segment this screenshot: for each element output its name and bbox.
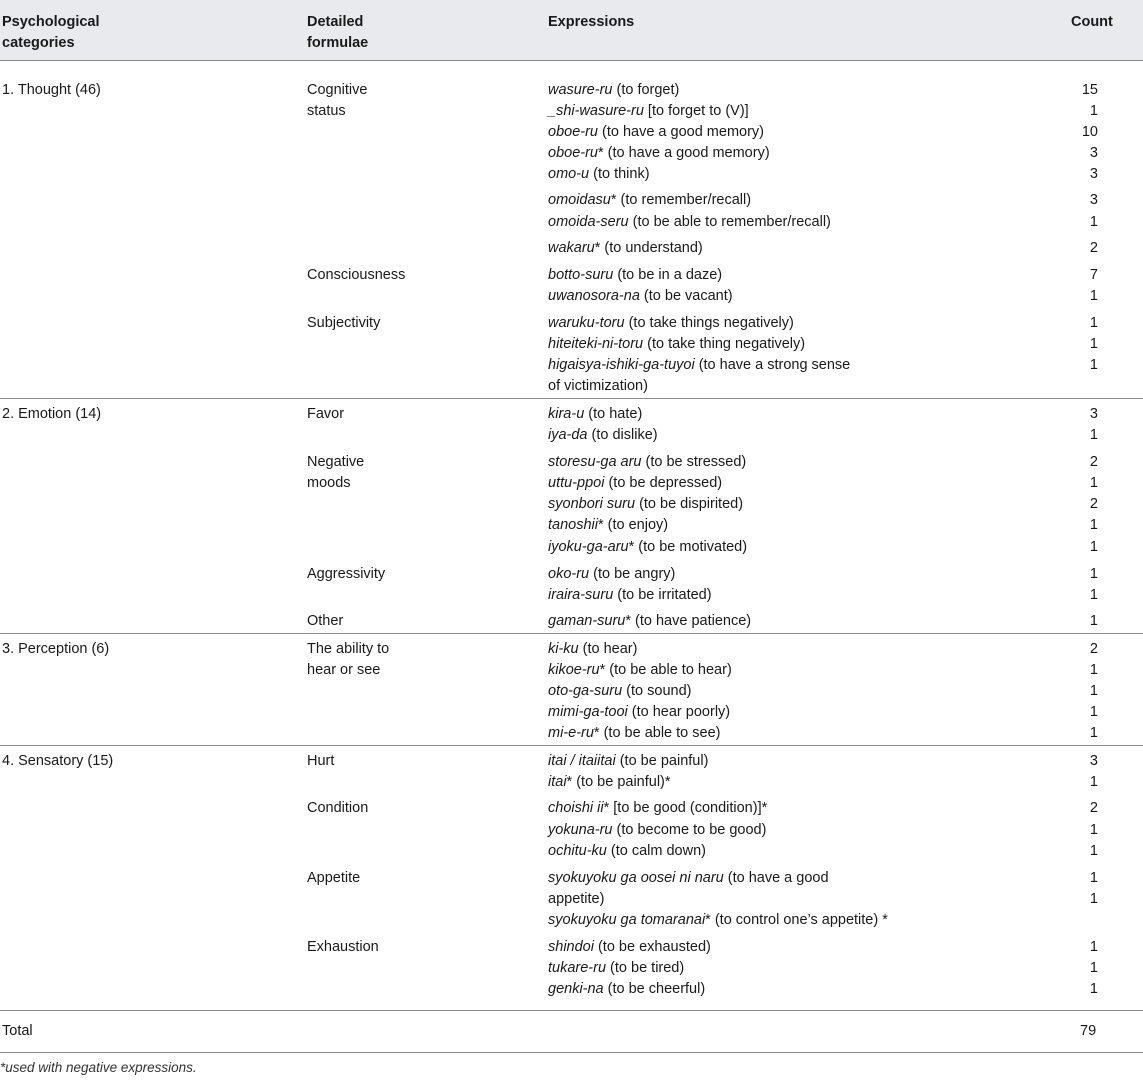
table-bottom-border <box>0 1052 1143 1053</box>
expression-gloss: (to be tired) <box>606 960 685 976</box>
count-cell: 1 <box>1089 315 1098 331</box>
expression-cell <box>548 473 722 494</box>
expression-term: choishi ii <box>548 800 604 816</box>
expression-gloss: [to forget to (V)] <box>643 103 749 119</box>
expression-term: omoidasu <box>548 192 611 208</box>
formula-cell: Consciousness <box>307 267 406 283</box>
table-header <box>0 0 1143 61</box>
expression-cell <box>548 515 668 536</box>
expression-term: oko-ru <box>548 566 590 582</box>
expression-gloss: (to sound) <box>622 683 692 699</box>
expression-gloss: * (to have a good memory) <box>597 145 770 161</box>
group-divider-emotion <box>0 398 1143 399</box>
count-cell: 3 <box>1089 145 1098 161</box>
formula-cell: Negative moods <box>307 454 365 491</box>
header-count: Count <box>1071 14 1113 30</box>
expression-cell <box>548 190 751 211</box>
count-cell: 2 <box>1089 800 1098 816</box>
count-cell: 1 <box>1089 214 1098 230</box>
expression-gloss: (to be stressed) <box>641 454 747 470</box>
expression-gloss: (to be exhausted) <box>593 939 711 955</box>
count-cell: 1 <box>1089 475 1098 491</box>
expression-gloss: (to be in a daze) <box>613 267 723 283</box>
formula-cell: Appetite <box>307 870 361 886</box>
expression-cell <box>548 537 747 558</box>
expression-gloss: (to be vacant) <box>639 288 733 304</box>
count-cell: 1 <box>1089 725 1098 741</box>
expression-cell <box>548 143 770 164</box>
formula-cell: Exhaustion <box>307 939 379 955</box>
count-cell: 1 <box>1089 103 1098 119</box>
expression-gloss: * (to be painful)* <box>566 774 671 790</box>
expression-term: hiteiteki-ni-toru <box>548 336 644 352</box>
expression-cell <box>548 238 703 259</box>
expression-term: oboe-ru <box>548 124 598 140</box>
expression-term: oto-ga-suru <box>548 683 623 699</box>
expression-term: omoida-seru <box>548 214 629 230</box>
count-cell: 7 <box>1089 267 1098 283</box>
expression-gloss: (to be irritated) <box>613 587 712 603</box>
expression-cell <box>548 979 705 1000</box>
count-cell: 15 <box>1081 82 1098 98</box>
expression-cell <box>548 910 888 931</box>
expression-term: ochitu-ku <box>548 843 607 859</box>
expression-cell <box>548 841 706 862</box>
expression-term: yokuna-ru <box>548 822 613 838</box>
total-label: Total <box>2 1023 33 1039</box>
expression-term: shindoi <box>548 939 594 955</box>
category-cell: 4. Sensatory (15) <box>2 753 114 769</box>
expression-term: omo-u <box>548 166 590 182</box>
expression-cell <box>548 494 743 515</box>
expression-cell <box>548 751 708 772</box>
expression-term: uttu-ppoi <box>548 475 605 491</box>
expression-cell <box>548 723 720 744</box>
count-cell: 1 <box>1089 843 1098 859</box>
count-cell: 1 <box>1089 517 1098 533</box>
count-cell: 1 <box>1089 288 1098 304</box>
expression-cell <box>548 212 831 233</box>
expression-gloss: * (to be able to hear) <box>599 662 732 678</box>
expression-term: mimi-ga-tooi <box>548 704 628 720</box>
category-cell: 1. Thought (46) <box>2 82 101 98</box>
expression-gloss: appetite) <box>548 891 605 907</box>
count-cell: 1 <box>1089 587 1098 603</box>
expression-term: gaman-suru <box>548 613 626 629</box>
count-cell: 3 <box>1089 406 1098 422</box>
expression-term: syokuyoku ga oosei ni naru <box>548 870 724 886</box>
expression-gloss: (to be dispirited) <box>635 496 744 512</box>
expression-gloss: * [to be good (condition)]* <box>603 800 768 816</box>
formula-cell: Other <box>307 613 344 629</box>
count-cell: 1 <box>1089 566 1098 582</box>
expression-cell <box>548 313 794 334</box>
expression-cell <box>548 820 766 841</box>
expression-gloss-continued: of victimization) <box>548 378 648 394</box>
expression-gloss: (to have a good memory) <box>597 124 765 140</box>
expression-gloss: (to be depressed) <box>604 475 723 491</box>
expression-term: oboe-ru <box>548 145 598 161</box>
expression-gloss: (to become to be good) <box>612 822 767 838</box>
expression-gloss: (to hear poorly) <box>627 704 731 720</box>
expression-term: _shi-wasure-ru <box>548 103 644 119</box>
expression-term: iya-da <box>548 427 588 443</box>
expression-gloss: * (to remember/recall) <box>610 192 752 208</box>
count-cell: 1 <box>1089 662 1098 678</box>
group-divider-sensatory <box>0 745 1143 746</box>
count-cell: 1 <box>1089 774 1098 790</box>
expression-term: mi-e-ru <box>548 725 594 741</box>
expression-gloss: * (to enjoy) <box>597 517 669 533</box>
expression-gloss: (to hear) <box>578 641 638 657</box>
expression-cell <box>548 798 767 819</box>
expression-gloss: (to think) <box>589 166 650 182</box>
formula-cell: Subjectivity <box>307 315 381 331</box>
expression-cell <box>548 660 732 681</box>
count-cell: 10 <box>1081 124 1098 140</box>
expression-cell <box>548 404 642 425</box>
expression-gloss: * (to control one’s appetite) * <box>705 912 888 928</box>
expression-gloss: (to be able to remember/recall) <box>628 214 831 230</box>
count-cell: 3 <box>1089 166 1098 182</box>
expression-term: iyoku-ga-aru <box>548 539 629 555</box>
header-detailed-formulae: Detailed formulae <box>307 14 369 51</box>
expression-cell <box>548 334 805 355</box>
expression-cell <box>548 452 746 473</box>
expression-gloss: (to calm down) <box>606 843 706 859</box>
count-cell: 1 <box>1089 427 1098 443</box>
expression-gloss: * (to understand) <box>594 240 703 256</box>
count-cell: 2 <box>1089 240 1098 256</box>
count-cell: 1 <box>1089 939 1098 955</box>
expression-gloss: * (to be motivated) <box>628 539 748 555</box>
expression-term: uwanosora-na <box>548 288 640 304</box>
category-cell: 2. Emotion (14) <box>2 406 102 422</box>
formula-cell: The ability to hear or see <box>307 641 390 678</box>
expression-gloss: (to hate) <box>584 406 643 422</box>
expression-cell <box>548 122 764 143</box>
count-cell: 1 <box>1089 981 1098 997</box>
header-psychological-categories: Psychological categories <box>2 14 100 51</box>
expression-term: tukare-ru <box>548 960 607 976</box>
expression-cell <box>548 164 650 185</box>
expression-term: syokuyoku ga tomaranai <box>548 912 706 928</box>
expression-term: kira-u <box>548 406 585 422</box>
expression-cell <box>548 702 730 723</box>
count-cell: 1 <box>1089 960 1098 976</box>
expression-cell <box>548 355 850 376</box>
expression-cell <box>548 265 722 286</box>
count-cell: 1 <box>1089 870 1098 886</box>
expression-cell <box>548 772 671 793</box>
count-cell: 1 <box>1089 613 1098 629</box>
expression-term: ki-ku <box>548 641 579 657</box>
formula-cell: Aggressivity <box>307 566 386 582</box>
expression-cell <box>548 286 733 307</box>
expression-term: tanoshii <box>548 517 598 533</box>
expression-gloss: (to have a strong sense <box>694 357 851 373</box>
expression-cell <box>548 101 749 122</box>
expression-gloss: (to be angry) <box>589 566 676 582</box>
expression-term: botto-suru <box>548 267 614 283</box>
expression-cell <box>548 639 637 660</box>
expression-term: waruku-toru <box>548 315 625 331</box>
formula-cell: Favor <box>307 406 345 422</box>
header-expressions: Expressions <box>548 14 635 30</box>
expression-gloss: (to be painful) <box>615 753 709 769</box>
expression-gloss: (to take thing negatively) <box>643 336 806 352</box>
expression-term: iraira-suru <box>548 587 614 603</box>
expression-gloss: * (to have patience) <box>625 613 752 629</box>
expression-term: itai / itaiitai <box>548 753 616 769</box>
expression-term: genki-na <box>548 981 604 997</box>
expression-cell <box>548 889 604 910</box>
expression-cell <box>548 585 712 606</box>
expression-term: kikoe-ru <box>548 662 600 678</box>
expression-cell <box>548 958 684 979</box>
total-divider <box>0 1010 1143 1011</box>
expression-gloss: (to forget) <box>612 82 680 98</box>
count-cell: 3 <box>1089 192 1098 208</box>
expression-term: higaisya-ishiki-ga-tuyoi <box>548 357 695 373</box>
count-cell: 1 <box>1089 357 1098 373</box>
count-cell: 1 <box>1089 336 1098 352</box>
expression-cell <box>548 425 658 446</box>
expression-cell <box>548 564 675 585</box>
count-cell: 2 <box>1089 454 1098 470</box>
count-cell: 1 <box>1089 704 1098 720</box>
count-cell: 2 <box>1089 496 1098 512</box>
expression-term: wakaru <box>548 240 595 256</box>
formula-cell: Hurt <box>307 753 335 769</box>
formula-cell: Cognitive status <box>307 82 368 119</box>
expression-term: syonbori suru <box>548 496 636 512</box>
formula-cell: Condition <box>307 800 369 816</box>
count-cell: 1 <box>1089 891 1098 907</box>
expression-gloss: (to have a good <box>723 870 829 886</box>
count-cell: 2 <box>1089 641 1098 657</box>
count-cell: 1 <box>1089 539 1098 555</box>
category-cell: 3. Perception (6) <box>2 641 110 657</box>
footnote: *used with negative expressions. <box>0 1060 197 1075</box>
expression-term: wasure-ru <box>548 82 613 98</box>
expression-cell <box>548 937 711 958</box>
count-cell: 1 <box>1089 683 1098 699</box>
group-divider-perception <box>0 633 1143 634</box>
expression-cell <box>548 681 691 702</box>
total-count: 79 <box>1080 1023 1097 1039</box>
expression-gloss: (to dislike) <box>587 427 658 443</box>
expression-gloss: * (to be able to see) <box>593 725 721 741</box>
count-cell: 1 <box>1089 822 1098 838</box>
expression-cell <box>548 868 829 889</box>
count-cell: 3 <box>1089 753 1098 769</box>
expression-gloss: (to be cheerful) <box>603 981 706 997</box>
expression-gloss: (to take things negatively) <box>624 315 794 331</box>
expression-cell <box>548 611 751 632</box>
expression-term: itai <box>548 774 567 790</box>
expression-cell <box>548 80 679 101</box>
expression-term: storesu-ga aru <box>548 454 642 470</box>
